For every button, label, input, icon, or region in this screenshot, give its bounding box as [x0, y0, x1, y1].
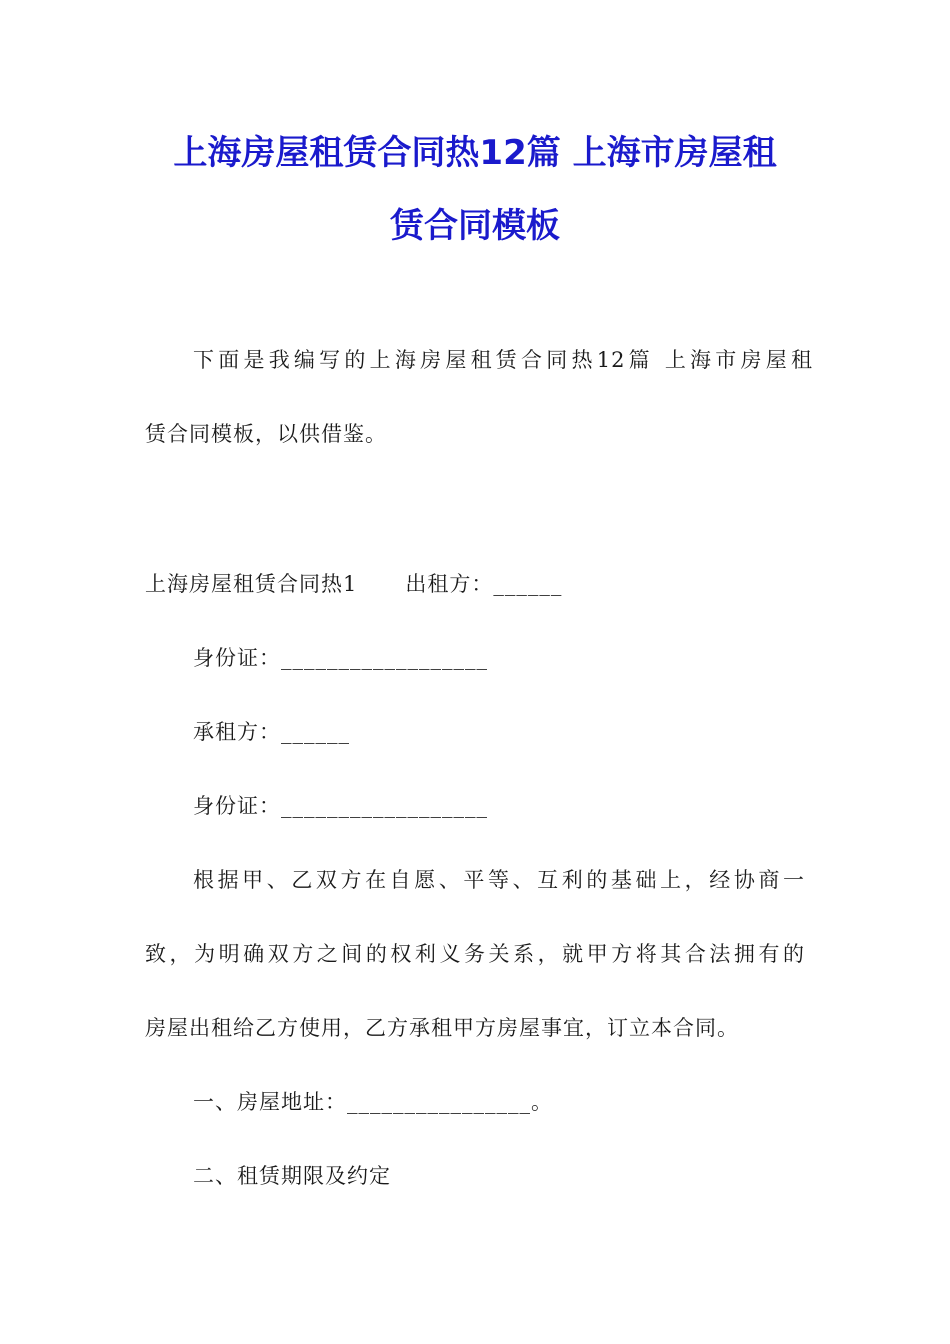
intro-line-1: 下面是我编写的上海房屋租赁合同热12篇 上海市房屋租: [193, 348, 813, 372]
document-title-line-1: 上海房屋租赁合同热12篇 上海市房屋租: [173, 133, 777, 173]
paragraph-line-3: 房屋出租给乙方使用，乙方承租甲方房屋事宜，订立本合同。: [145, 1016, 739, 1040]
section-heading-row: [145, 569, 562, 599]
lessee-id-field: 身份证：__________________: [193, 794, 488, 818]
paragraph-line-1: 根据甲、乙双方在自愿、平等、互利的基础上，经协商一: [193, 868, 805, 892]
lessor-id-field: 身份证：__________________: [193, 646, 488, 670]
clause-2-term: 二、租赁期限及约定: [193, 1164, 391, 1188]
clause-1-address: 一、房屋地址：________________。: [193, 1090, 553, 1114]
lessor-field: 出租方：______: [405, 572, 563, 596]
document-title-line-2: 赁合同模板: [390, 206, 560, 246]
section-heading: 上海房屋租赁合同热1: [145, 572, 358, 596]
intro-line-2: 赁合同模板，以供借鉴。: [145, 422, 387, 446]
paragraph-line-2: 致，为明确双方之间的权利义务关系，就甲方将其合法拥有的: [145, 942, 805, 966]
lessee-field: 承租方：______: [193, 720, 350, 744]
